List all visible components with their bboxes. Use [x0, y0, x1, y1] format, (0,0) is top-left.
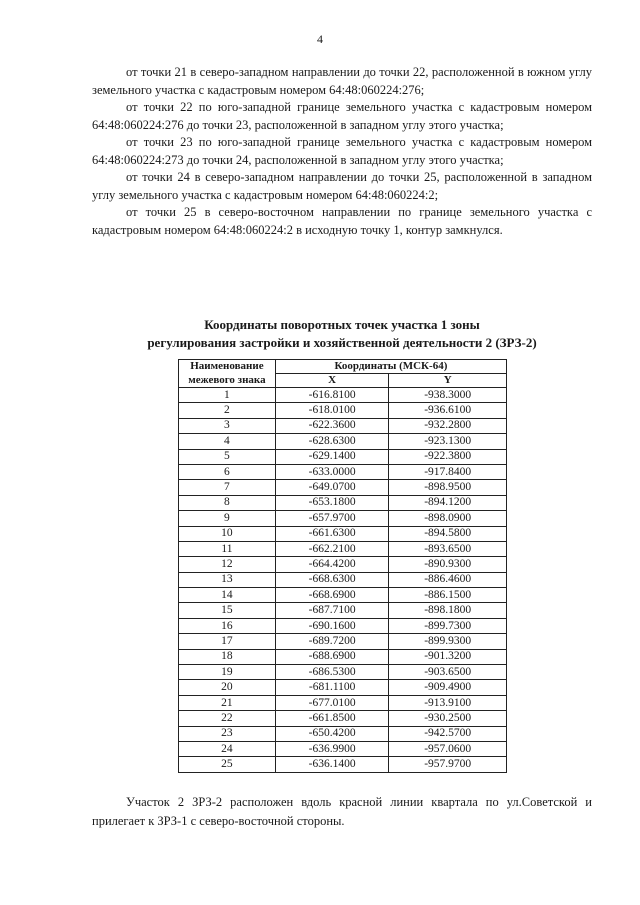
table-row	[179, 572, 507, 587]
boundary-description	[92, 64, 592, 239]
cell-x: -668.6300	[275, 572, 389, 587]
cell-point-number: 10	[179, 526, 276, 541]
cell-point-number: 23	[179, 726, 276, 741]
paragraph: Участок 2 ЗРЗ-2 расположен вдоль красной линии квартала по ул.Советской и прилегает к ЗРЗ-1 с северо-восточной стороны.	[92, 795, 592, 828]
cell-x: -618.0100	[275, 403, 389, 418]
cell-point-number: 16	[179, 618, 276, 633]
cell-x: -686.5300	[275, 665, 389, 680]
table-row	[179, 464, 507, 479]
header-x: X	[275, 374, 389, 388]
cell-x: -657.9700	[275, 511, 389, 526]
paragraph: от точки 21 в северо-западном направлении до точки 22, расположенной в южном углу земельного участка с кадастровым номером 64:48:060224:276;	[92, 65, 592, 97]
cell-x: -668.6900	[275, 588, 389, 603]
cell-y: -957.0600	[389, 741, 507, 756]
cell-y: -890.9300	[389, 557, 507, 572]
table-row	[179, 541, 507, 556]
cell-y: -909.4900	[389, 680, 507, 695]
paragraph: от точки 24 в северо-западном направлении до точки 25, расположенной в западном углу земельного участка с кадастровым номером 64:48:060224:2;	[92, 170, 592, 202]
table-row	[179, 665, 507, 680]
table-title-line: регулирования застройки и хозяйственной деятельности 2 (ЗРЗ-2)	[147, 335, 537, 350]
cell-y: -893.6500	[389, 541, 507, 556]
cell-y: -923.1300	[389, 434, 507, 449]
cell-x: -688.6900	[275, 649, 389, 664]
table-row	[179, 680, 507, 695]
table-row	[179, 741, 507, 756]
cell-point-number: 3	[179, 418, 276, 433]
cell-point-number: 6	[179, 464, 276, 479]
cell-y: -898.9500	[389, 480, 507, 495]
table-row	[179, 434, 507, 449]
table-row	[179, 449, 507, 464]
cell-y: -936.6100	[389, 403, 507, 418]
cell-x: -636.1400	[275, 757, 389, 772]
table-body	[179, 388, 507, 773]
cell-point-number: 9	[179, 511, 276, 526]
cell-x: -616.8100	[275, 388, 389, 403]
cell-point-number: 14	[179, 588, 276, 603]
cell-y: -898.1800	[389, 603, 507, 618]
table-row	[179, 495, 507, 510]
cell-point-number: 24	[179, 741, 276, 756]
footer-text	[92, 793, 592, 831]
cell-point-number: 22	[179, 711, 276, 726]
cell-y: -898.0900	[389, 511, 507, 526]
cell-x: -636.9900	[275, 741, 389, 756]
table-row	[179, 618, 507, 633]
cell-x: -650.4200	[275, 726, 389, 741]
paragraph: от точки 23 по юго-западной границе земельного участка с кадастровым номером 64:48:060224:273 до точки 24, расположенной в западном углу этого участка;	[92, 135, 592, 167]
cell-point-number: 11	[179, 541, 276, 556]
table-header-row	[179, 374, 507, 388]
cell-point-number: 21	[179, 695, 276, 710]
cell-point-number: 20	[179, 680, 276, 695]
header-coordinates: Координаты (МСК-64)	[275, 360, 506, 374]
table-row	[179, 480, 507, 495]
cell-x: -653.1800	[275, 495, 389, 510]
cell-y: -886.1500	[389, 588, 507, 603]
table-row	[179, 726, 507, 741]
header-y: Y	[389, 374, 507, 388]
cell-point-number: 4	[179, 434, 276, 449]
cell-y: -886.4600	[389, 572, 507, 587]
cell-y: -957.9700	[389, 757, 507, 772]
table-row	[179, 403, 507, 418]
cell-x: -622.3600	[275, 418, 389, 433]
table-row	[179, 711, 507, 726]
cell-x: -687.7100	[275, 603, 389, 618]
cell-point-number: 25	[179, 757, 276, 772]
cell-y: -922.3800	[389, 449, 507, 464]
table-row	[179, 418, 507, 433]
cell-point-number: 1	[179, 388, 276, 403]
cell-x: -661.8500	[275, 711, 389, 726]
cell-x: -662.2100	[275, 541, 389, 556]
paragraph: от точки 25 в северо-восточном направлении по границе земельного участка с кадастровым номером 64:48:060224:2 в исходную точку 1, контур замкнулся.	[92, 205, 592, 237]
cell-y: -942.5700	[389, 726, 507, 741]
cell-x: -677.0100	[275, 695, 389, 710]
cell-x: -649.0700	[275, 480, 389, 495]
page-number: 4	[317, 32, 323, 46]
coordinates-table	[178, 359, 507, 773]
table-row	[179, 557, 507, 572]
cell-point-number: 17	[179, 634, 276, 649]
cell-y: -894.1200	[389, 495, 507, 510]
cell-x: -633.0000	[275, 464, 389, 479]
table-row	[179, 649, 507, 664]
cell-point-number: 13	[179, 572, 276, 587]
cell-y: -894.5800	[389, 526, 507, 541]
cell-y: -938.3000	[389, 388, 507, 403]
table-row	[179, 511, 507, 526]
cell-y: -899.9300	[389, 634, 507, 649]
cell-point-number: 12	[179, 557, 276, 572]
cell-y: -901.3200	[389, 649, 507, 664]
cell-point-number: 19	[179, 665, 276, 680]
table-row	[179, 634, 507, 649]
cell-y: -930.2500	[389, 711, 507, 726]
table-row	[179, 526, 507, 541]
cell-point-number: 5	[179, 449, 276, 464]
cell-x: -661.6300	[275, 526, 389, 541]
cell-point-number: 15	[179, 603, 276, 618]
header-name-bottom: межевого знака	[179, 374, 276, 388]
cell-x: -689.7200	[275, 634, 389, 649]
cell-point-number: 18	[179, 649, 276, 664]
table-row	[179, 388, 507, 403]
table-title	[92, 316, 592, 352]
cell-x: -681.1100	[275, 680, 389, 695]
cell-x: -690.1600	[275, 618, 389, 633]
paragraph: от точки 22 по юго-западной границе земельного участка с кадастровым номером 64:48:060224:276 до точки 23, расположенной в западном углу этого участка;	[92, 100, 592, 132]
cell-y: -903.6500	[389, 665, 507, 680]
table-row	[179, 603, 507, 618]
cell-point-number: 7	[179, 480, 276, 495]
cell-y: -899.7300	[389, 618, 507, 633]
cell-point-number: 8	[179, 495, 276, 510]
table-row	[179, 695, 507, 710]
cell-y: -917.8400	[389, 464, 507, 479]
cell-x: -628.6300	[275, 434, 389, 449]
cell-x: -629.1400	[275, 449, 389, 464]
cell-y: -932.2800	[389, 418, 507, 433]
cell-y: -913.9100	[389, 695, 507, 710]
table-row	[179, 757, 507, 772]
cell-point-number: 2	[179, 403, 276, 418]
table-header-row	[179, 360, 507, 374]
header-name-top: Наименование	[179, 360, 276, 374]
table-row	[179, 588, 507, 603]
table-title-line: Координаты поворотных точек участка 1 зоны	[204, 317, 480, 332]
cell-x: -664.4200	[275, 557, 389, 572]
